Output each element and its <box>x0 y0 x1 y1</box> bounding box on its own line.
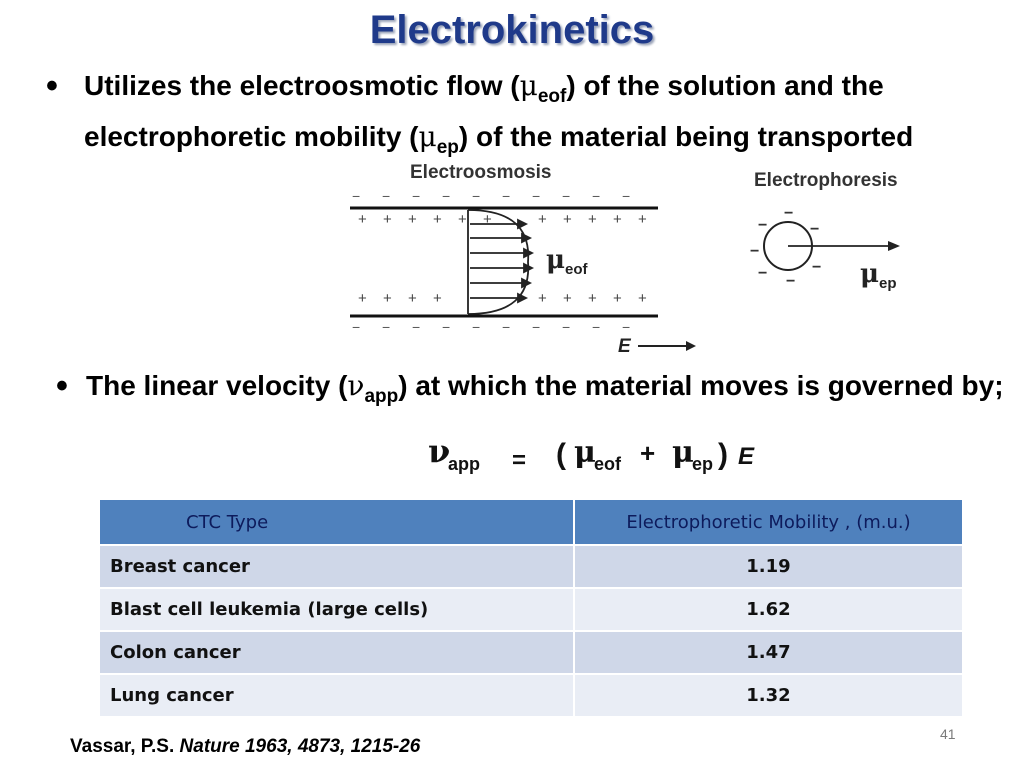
svg-text:−: − <box>810 221 820 238</box>
mu-eof-label: $\mu_{eof}$ <box>546 245 588 278</box>
svg-text:−: − <box>532 319 541 335</box>
svg-text:+: + <box>408 211 417 228</box>
svg-text:−: − <box>472 188 481 204</box>
svg-text:+: + <box>638 290 647 307</box>
svg-text:+: + <box>613 290 622 307</box>
mu-symbol: μ <box>418 120 437 153</box>
particle-charges <box>750 205 821 290</box>
table-row <box>100 632 964 675</box>
svg-text:+: + <box>383 290 392 307</box>
svg-text:+: + <box>588 211 597 228</box>
cell-mobility: 1.62 <box>575 589 964 632</box>
velocity-formula <box>428 432 788 480</box>
svg-text:−: − <box>412 188 421 204</box>
top-wall-minus-charges <box>352 188 630 204</box>
svg-text:−: − <box>352 319 361 335</box>
cell-mobility: 1.19 <box>575 546 964 589</box>
svg-text:−: − <box>786 273 796 290</box>
formula-eof: eof <box>594 454 621 474</box>
slide-title: Electrokinetics <box>369 8 655 52</box>
cell-ctc-type: Blast cell leukemia (large cells) <box>100 589 575 632</box>
col-header-mobility: Electrophoretic Mobility , (m.u.) <box>575 500 964 546</box>
citation-authors: Vassar, P.S. <box>70 736 180 757</box>
svg-text:−: − <box>382 319 391 335</box>
svg-text:−: − <box>592 319 601 335</box>
formula-mu-eof: μ <box>574 435 596 470</box>
svg-text:+: + <box>358 290 367 307</box>
citation <box>70 736 420 758</box>
svg-text:−: − <box>352 188 361 204</box>
ctc-mobility-table <box>100 500 964 718</box>
top-wall-plus-charges <box>358 211 647 228</box>
citation-journal: Nature 1963, 4873, 1215-26 <box>179 736 421 757</box>
svg-text:−: − <box>442 188 451 204</box>
bullet-linear-velocity <box>56 366 1006 417</box>
col-header-ctc-type: CTC Type <box>100 500 575 546</box>
mu-symbol: μ <box>519 69 538 102</box>
svg-text:+: + <box>563 290 572 307</box>
svg-text:−: − <box>784 205 794 222</box>
field-arrow-head <box>670 338 700 354</box>
formula-nu: ν <box>428 432 451 470</box>
bullet-dot: • <box>56 367 68 405</box>
svg-text:−: − <box>562 319 571 335</box>
bullet-electroosmotic <box>46 66 1004 168</box>
bullet1-text-c: ) of the material being transported <box>458 121 914 152</box>
electrophoresis-diagram <box>740 164 920 304</box>
svg-text:−: − <box>502 319 511 335</box>
svg-text:+: + <box>483 211 492 228</box>
svg-text:−: − <box>592 188 601 204</box>
table-header-row <box>100 500 964 546</box>
bullet1-text-b: ) of the solution and the electrophoretic mobility ( <box>84 70 884 152</box>
svg-text:+: + <box>538 211 547 228</box>
page-number: 41 <box>940 726 956 742</box>
svg-text:−: − <box>382 188 391 204</box>
svg-text:+: + <box>458 211 467 228</box>
svg-text:+: + <box>588 290 597 307</box>
svg-text:+: + <box>638 211 647 228</box>
svg-text:−: − <box>412 319 421 335</box>
svg-text:+: + <box>383 211 392 228</box>
bullet2-text-b: ) at which the material moves is governed by; <box>398 370 1004 401</box>
formula-e: E <box>738 443 755 470</box>
svg-text:−: − <box>758 265 768 282</box>
nu-symbol: ν <box>347 369 365 402</box>
cell-ctc-type: Breast cancer <box>100 546 575 589</box>
svg-text:+: + <box>358 211 367 228</box>
svg-text:+: + <box>563 211 572 228</box>
svg-text:+: + <box>433 211 442 228</box>
table-row <box>100 546 964 589</box>
svg-text:−: − <box>750 243 760 260</box>
bullet-dot: • <box>46 67 58 105</box>
cell-mobility: 1.47 <box>575 632 964 675</box>
svg-text:+: + <box>613 211 622 228</box>
electrophoresis-label: Electrophoresis <box>754 170 898 191</box>
formula-mu-ep: μ <box>672 435 694 470</box>
bullet1-text-a: Utilizes the electroosmotic flow ( <box>84 70 520 101</box>
svg-text:+: + <box>408 290 417 307</box>
svg-text:−: − <box>758 217 768 234</box>
svg-text:−: − <box>622 319 631 335</box>
cell-ctc-type: Colon cancer <box>100 632 575 675</box>
cell-ctc-type: Lung cancer <box>100 675 575 718</box>
svg-text:−: − <box>622 188 631 204</box>
eof-subscript: eof <box>537 86 567 107</box>
svg-text:−: − <box>502 188 511 204</box>
electroosmosis-label: Electroosmosis <box>410 162 552 183</box>
app-subscript: app <box>364 386 399 407</box>
table-row <box>100 589 964 632</box>
field-label: E <box>618 336 631 357</box>
svg-text:−: − <box>532 188 541 204</box>
formula-ep: ep <box>692 454 714 474</box>
mu-ep-label: $\mu_{ep}$ <box>860 259 897 292</box>
bullet2-text-a: The linear velocity ( <box>86 370 348 401</box>
flow-profile <box>468 210 532 314</box>
svg-text:+: + <box>433 290 442 307</box>
formula-close-paren: ) <box>718 438 728 471</box>
cell-mobility: 1.32 <box>575 675 964 718</box>
formula-equals: = <box>512 447 527 474</box>
bottom-wall-minus-charges <box>352 319 630 335</box>
svg-text:−: − <box>472 319 481 335</box>
svg-text:−: − <box>562 188 571 204</box>
svg-text:+: + <box>538 290 547 307</box>
formula-open-paren: ( <box>556 438 566 471</box>
formula-app: app <box>448 454 481 474</box>
electroosmosis-diagram <box>340 158 670 358</box>
table-row <box>100 675 964 718</box>
svg-text:−: − <box>442 319 451 335</box>
formula-plus: + <box>640 438 656 468</box>
ep-subscript: ep <box>436 137 459 158</box>
svg-text:−: − <box>812 259 822 276</box>
